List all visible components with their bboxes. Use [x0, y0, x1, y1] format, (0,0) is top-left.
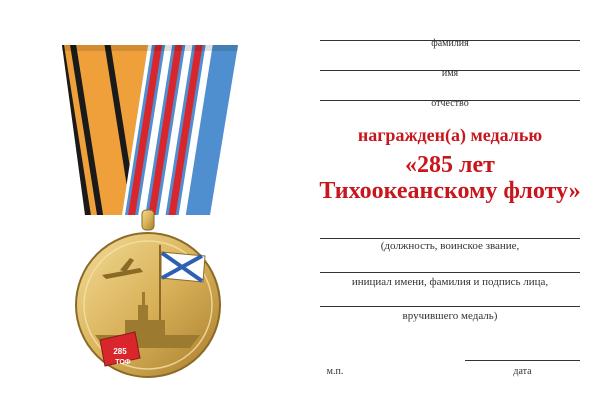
- badge-year: 285: [113, 347, 127, 356]
- surname-label: фамилия: [431, 38, 469, 49]
- stamp-label: м.п.: [326, 366, 344, 377]
- badge-text: ТОФ: [115, 359, 131, 366]
- presenter-line-1[interactable]: [320, 238, 580, 239]
- date-line[interactable]: [465, 360, 580, 361]
- date-label: дата: [513, 366, 532, 377]
- presenter-caption-3: вручившего медаль): [402, 310, 498, 322]
- presenter-line-2[interactable]: [320, 272, 580, 273]
- medal-svg: [40, 20, 260, 390]
- award-line-2: «285 лет: [405, 152, 495, 178]
- medal-illustration: [40, 20, 260, 390]
- patronymic-label: отчество: [431, 98, 469, 109]
- presenter-caption-2: инициал имени, фамилия и подпись лица,: [351, 276, 549, 288]
- award-line-3: Тихоокеанскому флоту»: [319, 178, 581, 204]
- name-label: имя: [441, 68, 459, 79]
- presenter-line-3[interactable]: [320, 306, 580, 307]
- presenter-caption-1: (должность, воинское звание,: [380, 240, 520, 252]
- award-line-1: награжден(а) медалью: [357, 125, 543, 145]
